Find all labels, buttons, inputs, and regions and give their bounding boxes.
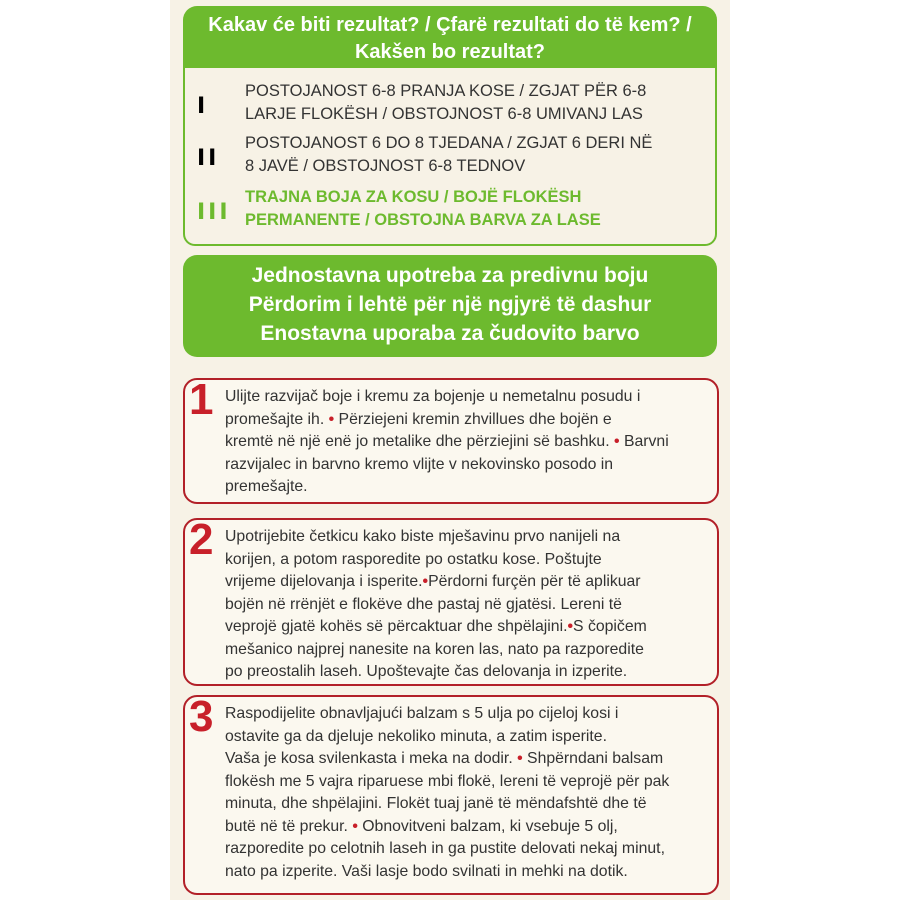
- step-2-line: po preostalih laseh. Upoštevajte čas delovanja in izperite.: [225, 663, 628, 680]
- result-header: [183, 6, 717, 68]
- step-1-line: razvijalec in barvno kremo vlijte v nekovinsko posodo in: [225, 455, 614, 473]
- step-3-line: Shpërndani balsam: [527, 750, 664, 767]
- step-2-line: mešanico najprej nanesite na koren las, nato pa razporedite: [225, 640, 644, 658]
- level-1-symbol: I: [197, 94, 209, 119]
- step-2-line: korijen, a potom rasporedite po ostatku kose. Poštujte: [225, 550, 602, 568]
- level-1-line1: POSTOJANOST 6-8 PRANJA KOSE / ZGJAT PËR 6-8: [245, 82, 647, 100]
- step-3-text: [225, 703, 711, 883]
- bullet-separator: •: [422, 573, 429, 590]
- step-3-line: Obnovitveni balzam, ki vsebuje 5 olj,: [362, 817, 618, 835]
- step-1-line: Ulijte razvijač boje i kremu za bojenje u nemetalnu posudu i: [225, 388, 641, 405]
- result-header-line1: Kakav će biti rezultat? / Çfarë rezultati do të kem? /: [208, 14, 692, 36]
- level-3-line1: TRAJNA BOJA ZA KOSU / BOJË FLOKËSH: [245, 188, 582, 206]
- step-1-box: [183, 375, 719, 504]
- step-3-line: Raspodijelite obnavljajući balzam s 5 ulja po cijeloj kosi i: [225, 705, 619, 722]
- bullet-separator: •: [328, 410, 335, 428]
- step-1-line: kremtë në një enë jo metalike dhe përziejini së bashku.: [225, 433, 610, 450]
- level-2-line1: POSTOJANOST 6 DO 8 TJEDANA / ZGJAT 6 DERI NË: [245, 134, 653, 152]
- step-1-line: premešajte.: [225, 478, 308, 495]
- step-2-number: 2: [189, 515, 214, 564]
- step-1-number: 1: [189, 375, 214, 424]
- step-2-line: S čopičem: [573, 618, 647, 635]
- step-3-line: Vaša je kosa svilenkasta i meka na dodir.: [225, 750, 513, 767]
- step-1-text: [225, 386, 711, 499]
- usage-header: [183, 255, 717, 357]
- bullet-separator: •: [567, 618, 574, 635]
- step-3-line: butë në të prekur.: [225, 817, 348, 835]
- usage-header-line3: Enostavna uporaba za čudovito barvo: [260, 322, 640, 345]
- result-header-line2: Kakšen bo rezultat?: [354, 41, 546, 63]
- step-2-line: Upotrijebite četkicu kako biste mješavinu prvo nanijeli na: [225, 528, 621, 545]
- step-3-line: minuta, dhe shpëlajini. Flokët tuaj janë të mëndafshtë dhe të: [225, 795, 647, 812]
- step-3-number: 3: [189, 692, 214, 741]
- usage-header-line2: Përdorim i lehtë për një ngjyrë të dashur: [248, 293, 652, 316]
- step-3-line: nato pa izperite. Vaši lasje bodo svilnati in mehki na dotik.: [225, 862, 628, 880]
- step-2-line: veprojë gjatë kohës së përcaktuar dhe shpëlajini.: [225, 618, 568, 635]
- step-3-box: [183, 692, 719, 895]
- level-3-symbol: III: [197, 200, 231, 225]
- step-1-line: Përziejeni kremin zhvillues dhe bojën e: [338, 410, 612, 428]
- step-3-line: razporedite po celotnih laseh in ga pustite delovati nekaj minut,: [225, 840, 665, 857]
- step-1-line: promešajte ih.: [225, 410, 325, 428]
- step-3-line: ostavite ga da djeluje nekoliko minuta, a zatim isperite.: [225, 727, 607, 745]
- usage-header-line1: Jednostavna upotreba za predivnu boju: [251, 264, 649, 287]
- level-2-symbol: II: [197, 146, 220, 171]
- level-1-line2: LARJE FLOKËSH / OBSTOJNOST 6-8 UMIVANJ LAS: [245, 105, 643, 123]
- bullet-separator: •: [517, 750, 523, 767]
- step-3-line: flokësh me 5 vajra riparuese mbi flokë, lereni të veprojë për pak: [225, 772, 670, 790]
- step-1-line: Barvni: [623, 433, 669, 450]
- step-2-line: Përdorni furçën për të aplikuar: [428, 573, 641, 590]
- result-levels-box: [183, 68, 717, 246]
- bullet-separator: •: [352, 817, 358, 835]
- step-2-line: bojën në rrënjët e flokëve dhe pastaj në gjatësi. Lereni të: [225, 595, 622, 613]
- step-2-line: vrijeme dijelovanja i isperite.: [225, 573, 423, 590]
- step-2-box: [183, 515, 719, 686]
- level-3-line2: PERMANENTE / OBSTOJNA BARVA ZA LASE: [245, 211, 601, 229]
- step-2-text: [225, 526, 711, 684]
- bullet-separator: •: [614, 433, 620, 450]
- level-2-line2: 8 JAVË / OBSTOJNOST 6-8 TEDNOV: [245, 157, 526, 175]
